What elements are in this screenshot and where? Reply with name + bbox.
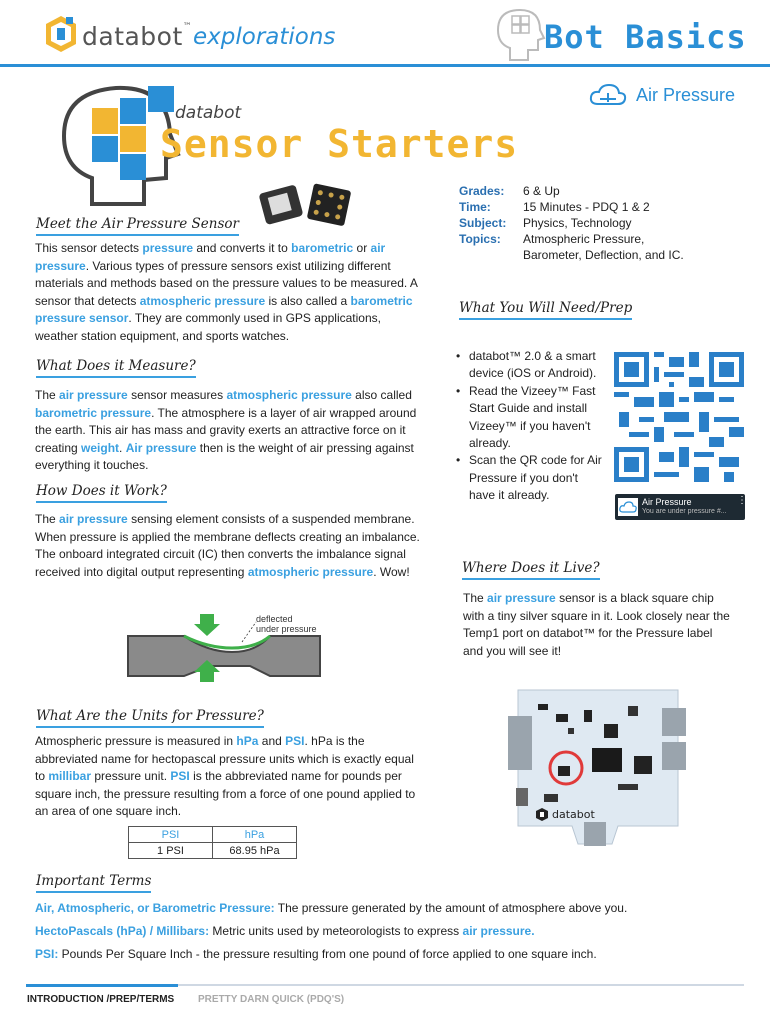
sensor-chip-icon bbox=[256, 181, 356, 229]
units-text: Atmospheric pressure is measured in hPa and PSI. hPa is the abbreviated name for hectopascal pressure units which is exactly equal to millibar pressure unit. PSI is the abbreviated name for pounds per square inch, the pressure resulting from a force of one pound applied to an area of one square inch. bbox=[35, 734, 416, 819]
units-table-header: PSI hPa bbox=[129, 827, 297, 843]
cloud-gauge-icon bbox=[588, 82, 628, 108]
board-label: databot bbox=[552, 808, 595, 821]
live-text: The air pressure sensor is a black square chip with a tiny silver square in it. Look closely near the Temp1 port on databot™ for the Pressure label and you will see it! bbox=[463, 591, 730, 658]
video-card[interactable] bbox=[615, 494, 745, 520]
diagram-label: deflected under pressure bbox=[256, 614, 317, 634]
header-divider bbox=[0, 64, 770, 67]
section-heading-need: What You Will Need/Prep bbox=[459, 300, 632, 320]
hero-title: Sensor Starters bbox=[160, 122, 519, 166]
header bbox=[0, 0, 770, 68]
units-table-row: 1 PSI 68.95 hPa bbox=[129, 843, 297, 859]
hero-brand: databot bbox=[175, 103, 242, 123]
meta-grades: Grades: 6 & Up bbox=[459, 184, 560, 198]
section-heading-meet: Meet the Air Pressure Sensor bbox=[36, 216, 239, 236]
meta-topics: Topics: Atmospheric Pressure, Barometer, Deflection, and IC. bbox=[459, 232, 684, 262]
section-heading-measure: What Does it Measure? bbox=[36, 358, 196, 378]
work-text: The air pressure sensing element consists of a suspended membrane. When pressure is applied the membrane deflects creating an imbalance. The onboard integrated circuit (IC) then converts the imbalance signal received into digital output representing atmospheric pressure. Wow! bbox=[35, 512, 420, 579]
term-item: PSI: Pounds Per Square Inch - the pressure resulting from one pound of force applied to one square inch. bbox=[35, 947, 597, 961]
term-item: Air, Atmospheric, or Barometric Pressure: The pressure generated by the amount of atmosphere above you. bbox=[35, 901, 628, 915]
more-options-icon[interactable]: ⋮ bbox=[737, 495, 747, 506]
measure-text: The air pressure sensor measures atmospheric pressure also called barometric pressure. The atmosphere is a layer of air wrapped around the earth. This air has mass and gravity exerts an attractive force on it creating weight. Air pressure then is the weight of air pressing against everything it touches. bbox=[35, 388, 417, 473]
topic-label: Air Pressure bbox=[636, 85, 736, 105]
term-item: HectoPascals (hPa) / Millibars: Metric units used by meteorologists to express air pressure. bbox=[35, 924, 535, 938]
list-item: • Read the Vizeey™ Fast Start Guide and install Vizeey™ if you haven't already. bbox=[454, 383, 604, 453]
footer-tab-pdq[interactable]: PRETTY DARN QUICK (PDQ'S) bbox=[198, 994, 345, 1005]
brand-name: databot™ bbox=[82, 22, 193, 51]
video-subtitle: You are under pressure #... bbox=[642, 508, 727, 515]
needs-list bbox=[454, 348, 604, 505]
qr-code-icon[interactable] bbox=[614, 352, 744, 482]
meta-time: Time: 15 Minutes - PDQ 1 & 2 bbox=[459, 200, 650, 214]
meet-text: This sensor detects pressure and converts it to barometric or air pressure. Various types of pressure sensors exist utilizing different materials and methods based on the pressure values to be measured. A sensor that detects atmospheric pressure is also called a barometric pressure sensor. They are commonly used in GPS applications, weather station equipment, and sports watches. bbox=[35, 241, 418, 343]
cloud-icon bbox=[618, 498, 638, 516]
footer-active-bar bbox=[26, 984, 178, 987]
databot-board-image bbox=[508, 684, 686, 854]
explorations-label: explorations bbox=[193, 24, 336, 50]
section-heading-live: Where Does it Live? bbox=[462, 560, 600, 580]
meta-subject: Subject: Physics, Technology bbox=[459, 216, 632, 230]
section-heading-terms: Important Terms bbox=[36, 873, 151, 893]
units-table bbox=[128, 826, 297, 859]
list-item: • Scan the QR code for Air Pressure if you don't have it already. bbox=[454, 452, 604, 504]
list-item: • databot™ 2.0 & a smart device (iOS or Android). bbox=[454, 348, 604, 383]
databot-logo-icon bbox=[44, 14, 78, 54]
lesson-meta bbox=[459, 183, 703, 263]
footer-tab-intro[interactable]: INTRODUCTION /PREP/TERMS bbox=[27, 994, 175, 1005]
section-heading-units: What Are the Units for Pressure? bbox=[36, 708, 264, 728]
series-title: Bot Basics bbox=[544, 18, 747, 56]
head-puzzle-icon bbox=[490, 4, 550, 64]
video-title: Air Pressure bbox=[642, 497, 692, 507]
section-heading-work: How Does it Work? bbox=[36, 483, 167, 503]
terms-list bbox=[35, 900, 755, 969]
